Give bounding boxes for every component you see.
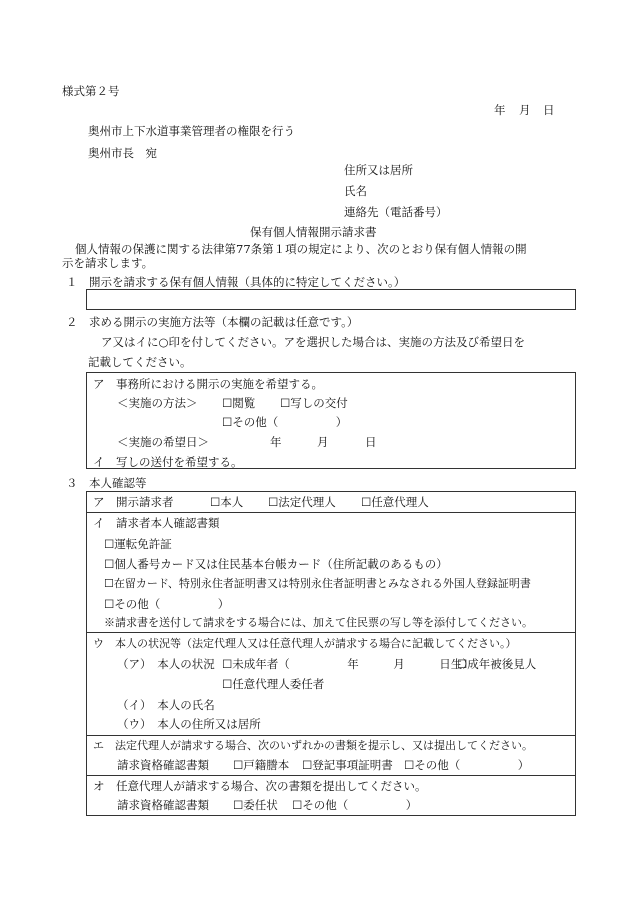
divider [86,512,576,513]
principal-mandator-checkbox[interactable]: ☐任意代理人委任者 [222,677,325,691]
legal-agent-docs-label: エ 法定代理人が請求する場合、次のいずれかの書類を提示し、又は提出してください。 [93,739,533,752]
id-other-checkbox[interactable]: ☐その他（ ） [104,597,230,611]
preferred-year-label: 年 [270,435,282,449]
intro-line2: 示を請求します。 [62,256,154,270]
principal-status-sublabel: （ア） 本人の状況 [117,657,215,671]
intro-line1: 個人情報の保護に関する法律第77条第１項の規定により、次のとおり保有個人情報の開 [75,242,527,256]
preferred-month-label: 月 [317,435,329,449]
principal-name-label: （イ） 本人の氏名 [117,698,215,712]
section2-note-line2: 記載してください。 [88,355,192,369]
requester-voluntary-agent-checkbox[interactable]: ☐任意代理人 [361,495,429,509]
principal-address-label: （ウ） 本人の住所又は居所 [117,717,261,731]
id-residence-card-checkbox[interactable]: ☐在留カード、特別永住者証明書又は特別永住者証明書とみなされる外国人登録証明書 [104,577,531,590]
page-title: 保有個人情報開示請求書 [250,225,377,239]
requester-legal-agent-checkbox[interactable]: ☐法定代理人 [268,495,336,509]
section2-heading: ２ 求める開示の実施方法等（本欄の記載は任意です。） [66,315,359,329]
principal-ward-checkbox[interactable]: ☐成年被後見人 [457,657,537,671]
date-month-label: 月 [519,103,531,117]
section1-heading: １ 開示を請求する保有個人情報（具体的に特定してください。） [66,275,406,289]
voluntary-agent-docs-sublabel: 請求資格確認書類 [117,798,209,812]
family-register-checkbox[interactable]: ☐戸籍謄本 [233,758,290,772]
legal-agent-other-checkbox[interactable]: ☐その他（ ） [404,758,530,772]
addressee-line1: 奥州市上下水道事業管理者の権限を行う [88,124,295,138]
method-copy-checkbox[interactable]: ☐写しの交付 [280,396,348,410]
option-b-mail-copy[interactable]: イ 写しの送付を希望する。 [93,455,243,469]
principal-minor-checkbox[interactable]: ☐未成年者（ 年 月 日生） [222,657,474,671]
principal-status-label: ウ 本人の状況等（法定代理人又は任意代理人が請求する場合に記載してください。） [93,637,517,650]
option-a-office-viewing[interactable]: ア 事務所における開示の実施を希望する。 [93,377,323,391]
method-view-checkbox[interactable]: ☐閲覧 [222,396,256,410]
id-docs-label: イ 請求者本人確認書類 [93,516,220,530]
requester-contact-label: 連絡先（電話番号） [344,205,448,219]
legal-agent-docs-sublabel: 請求資格確認書類 [117,758,209,772]
method-label: ＜実施の方法＞ [117,396,198,410]
id-mynumber-checkbox[interactable]: ☐個人番号カード又は住民基本台帳カード（住所記載のあるもの） [104,557,448,571]
form-number: 様式第２号 [62,84,120,98]
divider [86,775,576,776]
requested-info-field[interactable] [86,289,576,310]
requester-name-label: 氏名 [344,184,367,198]
requester-address-label: 住所又は居所 [344,163,413,177]
preferred-date-label: ＜実施の希望日＞ [117,435,209,449]
requester-type-label: ア 開示請求者 [93,495,174,509]
registry-certificate-checkbox[interactable]: ☐登記事項証明書 [302,758,393,772]
method-other-checkbox[interactable]: ☐その他（ ） [222,415,348,429]
divider [86,735,576,736]
power-of-attorney-checkbox[interactable]: ☐委任状 [233,798,278,812]
voluntary-agent-docs-label: オ 任意代理人が請求する場合、次の書類を提出してください。 [93,779,427,793]
preferred-day-label: 日 [365,435,377,449]
id-license-checkbox[interactable]: ☐運転免許証 [104,537,172,551]
addressee-line2: 奥州市長 宛 [88,146,157,160]
requester-self-checkbox[interactable]: ☐本人 [210,495,244,509]
voluntary-agent-other-checkbox[interactable]: ☐その他（ ） [292,798,418,812]
id-docs-note: ※請求書を送付して請求をする場合には、加えて住民票の写し等を添付してください。 [104,616,533,629]
section2-note-line1: ア又はイに○印を付してください。アを選択した場合は、実施の方法及び希望日を [101,335,526,349]
date-year-label: 年 [494,103,506,117]
divider [86,632,576,633]
date-day-label: 日 [543,103,555,117]
section3-heading: ３ 本人確認等 [66,476,147,490]
